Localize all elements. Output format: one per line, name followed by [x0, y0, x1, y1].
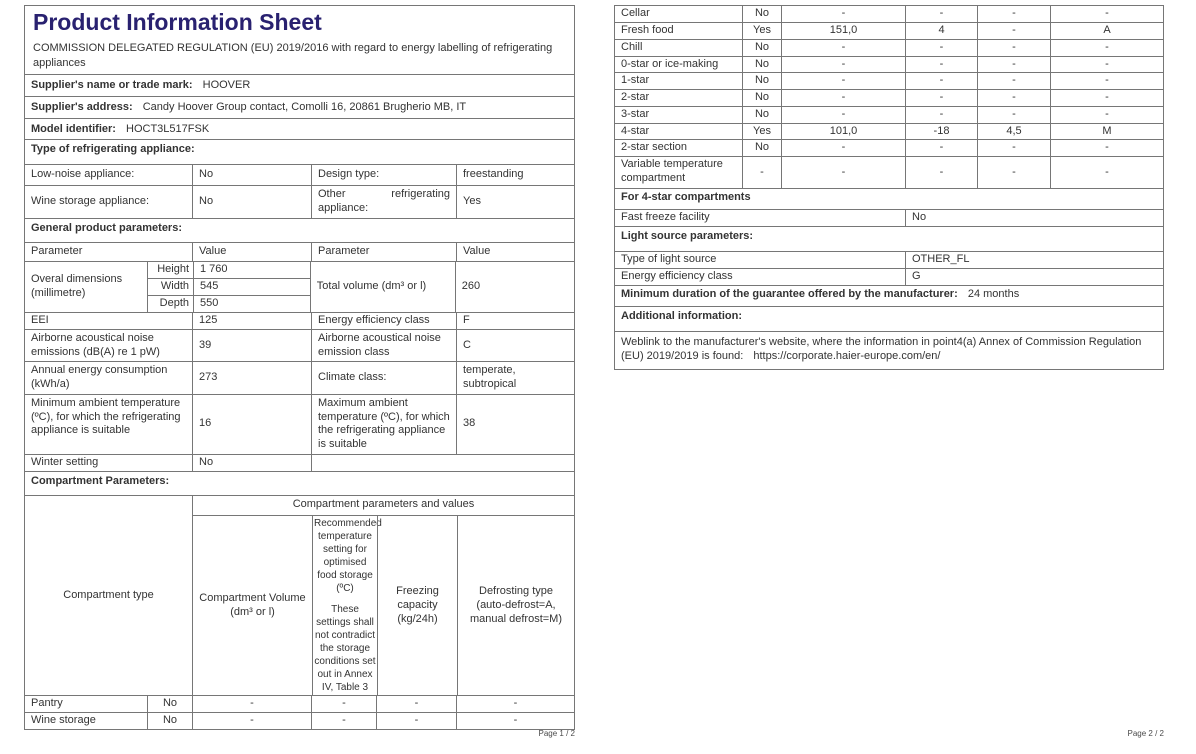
param-label: Annual energy consumption (kWh/a) — [31, 364, 168, 391]
param-value: temperate, subtropical — [456, 362, 574, 394]
weblink-row — [615, 331, 1163, 369]
type-section-row — [25, 139, 574, 164]
compartment-defrost: - — [1050, 40, 1163, 56]
model-identifier-row — [25, 118, 574, 140]
supplier-name-row — [25, 74, 574, 96]
compartment-temp: - — [905, 6, 977, 22]
param-label: Other refrigerating appliance: — [311, 186, 456, 218]
recommended-temp-header: Recommended temperature setting for optimised food storage (ºC) These settings shall not contradict the storage conditions set out in Annex IV, Table 3 — [314, 518, 382, 694]
compartment-present: - — [742, 157, 781, 188]
dimensions-subtable — [147, 262, 310, 312]
dimension-key: Width — [160, 280, 189, 293]
compartment-group-header: Compartment parameters and values — [292, 498, 475, 511]
param-label: Winter setting — [31, 455, 99, 468]
light-source-type-row — [615, 251, 1163, 268]
param-label: Airborne acoustical noise emission class — [311, 330, 456, 362]
compartment-section-row — [25, 471, 574, 496]
page-title: Product Information Sheet — [33, 9, 322, 35]
compartment-volume: - — [781, 107, 905, 123]
dimension-key: Height — [157, 263, 189, 276]
compartment-present: No — [742, 140, 781, 156]
supplier-address-label: Supplier's address: — [31, 100, 133, 113]
supplier-address-value: Candy Hoover Group contact, Comolli 16, 20861 Brugherio MB, IT — [142, 100, 467, 113]
comp-row-4-star — [615, 123, 1163, 140]
comp-row-fresh-food — [615, 22, 1163, 39]
compartment-name: 1-star — [621, 74, 650, 87]
param-value: F — [456, 313, 574, 329]
compartment-temp: - — [905, 90, 977, 106]
compartment-present: No — [742, 57, 781, 73]
freezing-capacity-header: Freezing capacity (kg/24h) — [377, 516, 457, 695]
additional-section-header: Additional information: — [621, 310, 742, 323]
comp-row-pantry — [25, 695, 574, 712]
low-noise-row — [25, 164, 574, 185]
compartment-freezing: - — [977, 140, 1050, 156]
compartment-volume: - — [781, 73, 905, 89]
param-value: G — [905, 269, 1163, 285]
param-value: Yes — [456, 186, 574, 218]
title-block — [25, 6, 574, 74]
dimension-depth-row — [148, 295, 310, 312]
compartment-freezing: - — [977, 23, 1050, 39]
comp-row-3-star — [615, 106, 1163, 123]
param-value: No — [192, 455, 311, 471]
compartment-name: 3-star — [621, 107, 650, 120]
compartment-temp: - — [311, 713, 376, 729]
eei-row — [25, 312, 574, 329]
compartment-defrost: - — [456, 696, 574, 712]
dimensions-row — [25, 261, 574, 312]
compartment-freezing: - — [977, 90, 1050, 106]
light-source-section-row — [615, 226, 1163, 251]
comp-row-1-star — [615, 72, 1163, 89]
light-efficiency-row — [615, 268, 1163, 285]
compartment-temp: - — [905, 57, 977, 73]
noise-row — [25, 329, 574, 362]
column-header: Parameter — [31, 245, 83, 258]
comp-row-2-star — [615, 89, 1163, 106]
wine-storage-appliance-row — [25, 185, 574, 218]
dimension-value: 550 — [193, 296, 310, 312]
comp-row-cellar — [615, 6, 1163, 22]
compartment-present: No — [742, 6, 781, 22]
param-value: 16 — [192, 395, 311, 454]
param-value: No — [905, 210, 1163, 226]
compartment-freezing: - — [977, 73, 1050, 89]
param-label: Fast freeze facility — [621, 210, 710, 223]
compartment-name: 0-star or ice-making — [621, 57, 719, 70]
compartment-volume: - — [781, 140, 905, 156]
total-volume-value: 260 — [455, 262, 574, 312]
page-2 — [614, 5, 1164, 370]
dimensions-label: Overal dimensions (millimetre) — [31, 273, 123, 300]
supplier-name-value: HOOVER — [202, 79, 251, 92]
compartment-temp: -18 — [905, 124, 977, 140]
supplier-name-label: Supplier's name or trade mark: — [31, 79, 193, 92]
compartment-section-header: Compartment Parameters: — [31, 474, 170, 487]
compartment-temp: - — [905, 40, 977, 56]
param-label: Airborne acoustical noise emissions (dB(A) re 1 pW) — [31, 331, 160, 358]
compartment-volume: - — [781, 57, 905, 73]
param-label: Maximum ambient temperature (ºC), for which the refrigerating appliance is suitable — [311, 395, 456, 454]
compartment-freezing: - — [977, 157, 1050, 188]
compartment-defrost: - — [1050, 90, 1163, 106]
dimension-value: 545 — [193, 279, 310, 295]
param-value: OTHER_FL — [905, 252, 1163, 268]
param-value: 38 — [456, 395, 574, 454]
compartment-temp: - — [905, 157, 977, 188]
general-section-row — [25, 218, 574, 243]
param-label: Climate class: — [311, 362, 456, 394]
compartment-present: No — [742, 90, 781, 106]
param-value: No — [192, 186, 311, 218]
type-section-header: Type of refrigerating appliance: — [31, 143, 195, 156]
compartment-present: No — [147, 696, 192, 712]
compartment-temp: - — [905, 107, 977, 123]
model-identifier-label: Model identifier: — [31, 122, 116, 135]
regulation-subtitle: COMMISSION DELEGATED REGULATION (EU) 2019/2016 with regard to energy labelling of refrigerating appliances — [33, 42, 553, 69]
column-header: Value — [192, 243, 311, 261]
param-label: Type of light source — [621, 252, 717, 265]
dimension-value: 1 760 — [193, 262, 310, 278]
compartment-temp: 4 — [905, 23, 977, 39]
dimension-key: Depth — [159, 297, 189, 310]
compartment-freezing: - — [977, 6, 1050, 22]
param-label: Energy efficiency class — [621, 269, 733, 282]
compartment-freezing: 4,5 — [977, 124, 1050, 140]
weblink-label: Weblink to the manufacturer's website, where the information in point4(a) Annex of Commission Regulation (EU) 2019/2019 is found: — [621, 336, 1142, 363]
winter-setting-row — [25, 454, 574, 471]
param-label: EEI — [31, 314, 49, 327]
compartment-defrost: - — [1050, 6, 1163, 22]
empty-cell — [311, 455, 574, 471]
compartment-freezing: - — [376, 696, 456, 712]
compartment-defrost: M — [1050, 124, 1163, 140]
param-header-row — [25, 242, 574, 261]
compartment-defrost: - — [1050, 107, 1163, 123]
model-identifier-value: HOCT3L517FSK — [126, 122, 210, 135]
compartment-defrost: - — [1050, 157, 1163, 188]
dimension-width-row — [148, 278, 310, 295]
comp-row-chill — [615, 39, 1163, 56]
compartment-temp: - — [905, 140, 977, 156]
comp-row-0-star — [615, 56, 1163, 73]
page-1-footer: Page 1 / 2 — [538, 729, 575, 738]
dimension-height-row — [148, 262, 310, 278]
compartment-freezing: - — [977, 107, 1050, 123]
column-header: Value — [456, 243, 574, 261]
compartment-defrost: - — [1050, 140, 1163, 156]
compartment-freezing: - — [376, 713, 456, 729]
page-1 — [24, 5, 575, 730]
compartment-defrost: - — [456, 713, 574, 729]
param-value: 273 — [192, 362, 311, 394]
guarantee-value: 24 months — [967, 287, 1020, 300]
compartment-name: 2-star section — [621, 141, 688, 154]
compartment-header-row — [25, 495, 574, 695]
compartment-temp: - — [311, 696, 376, 712]
param-value: 125 — [192, 313, 311, 329]
comp-row-variable-temperature — [615, 156, 1163, 188]
general-section-header: General product parameters: — [31, 221, 182, 234]
param-value: C — [456, 330, 574, 362]
fast-freeze-row — [615, 209, 1163, 226]
guarantee-label: Minimum duration of the guarantee offered by the manufacturer: — [621, 287, 958, 300]
param-label: Energy efficiency class — [311, 313, 456, 329]
compartment-defrost: - — [1050, 57, 1163, 73]
param-value: No — [192, 165, 311, 185]
column-header: Parameter — [311, 243, 456, 261]
compartment-volume: - — [781, 40, 905, 56]
compartment-defrost: - — [1050, 73, 1163, 89]
volume-header: Compartment Volume (dm³ or l) — [199, 592, 306, 618]
compartment-present: No — [147, 713, 192, 729]
additional-section-row — [615, 306, 1163, 331]
compartment-present: Yes — [742, 124, 781, 140]
ambient-temperature-row — [25, 394, 574, 454]
param-label: Minimum ambient temperature (ºC), for which the refrigerating appliance is suitable — [31, 396, 181, 437]
compartment-volume: - — [781, 6, 905, 22]
compartment-volume: 151,0 — [781, 23, 905, 39]
compartment-volume: 101,0 — [781, 124, 905, 140]
compartment-present: Yes — [742, 23, 781, 39]
compartment-present: No — [742, 40, 781, 56]
compartment-type-header: Compartment type — [63, 588, 154, 601]
param-label: Low-noise appliance: — [31, 168, 135, 181]
compartment-name: Fresh food — [621, 24, 674, 36]
compartment-defrost: A — [1050, 23, 1163, 39]
four-star-section-header: For 4-star compartments — [621, 191, 751, 203]
defrosting-type-header: Defrosting type (auto-defrost=A, manual defrost=M) — [457, 516, 574, 695]
comp-row-2-star-section — [615, 139, 1163, 156]
compartment-freezing: - — [977, 40, 1050, 56]
total-volume-label: Total volume (dm³ or l) — [310, 262, 455, 312]
four-star-section-row — [615, 188, 1163, 209]
compartment-name: Variable temperature compartment — [621, 158, 723, 184]
compartment-name: Cellar — [621, 7, 650, 19]
compartment-name: Chill — [621, 40, 643, 53]
page-2-footer: Page 2 / 2 — [1127, 729, 1164, 738]
param-label: Design type: — [311, 165, 456, 185]
compartment-volume: - — [192, 696, 311, 712]
compartment-name: 2-star — [621, 91, 650, 103]
comp-row-wine-storage — [25, 712, 574, 729]
compartment-name: Pantry — [31, 697, 63, 710]
compartment-volume: - — [781, 157, 905, 188]
param-value: 39 — [192, 330, 311, 362]
compartment-freezing: - — [977, 57, 1050, 73]
light-source-section-header: Light source parameters: — [621, 229, 754, 242]
annual-energy-row — [25, 361, 574, 394]
compartment-present: No — [742, 107, 781, 123]
guarantee-row — [615, 285, 1163, 307]
compartment-volume: - — [192, 713, 311, 729]
param-value: freestanding — [456, 165, 574, 185]
compartment-name: 4-star — [621, 124, 650, 137]
compartment-present: No — [742, 73, 781, 89]
weblink-url: https://corporate.haier-europe.com/en/ — [753, 350, 941, 363]
compartment-volume: - — [781, 90, 905, 106]
compartment-name: Wine storage — [31, 714, 96, 727]
param-label: Wine storage appliance: — [31, 194, 150, 207]
compartment-temp: - — [905, 73, 977, 89]
supplier-address-row — [25, 96, 574, 118]
